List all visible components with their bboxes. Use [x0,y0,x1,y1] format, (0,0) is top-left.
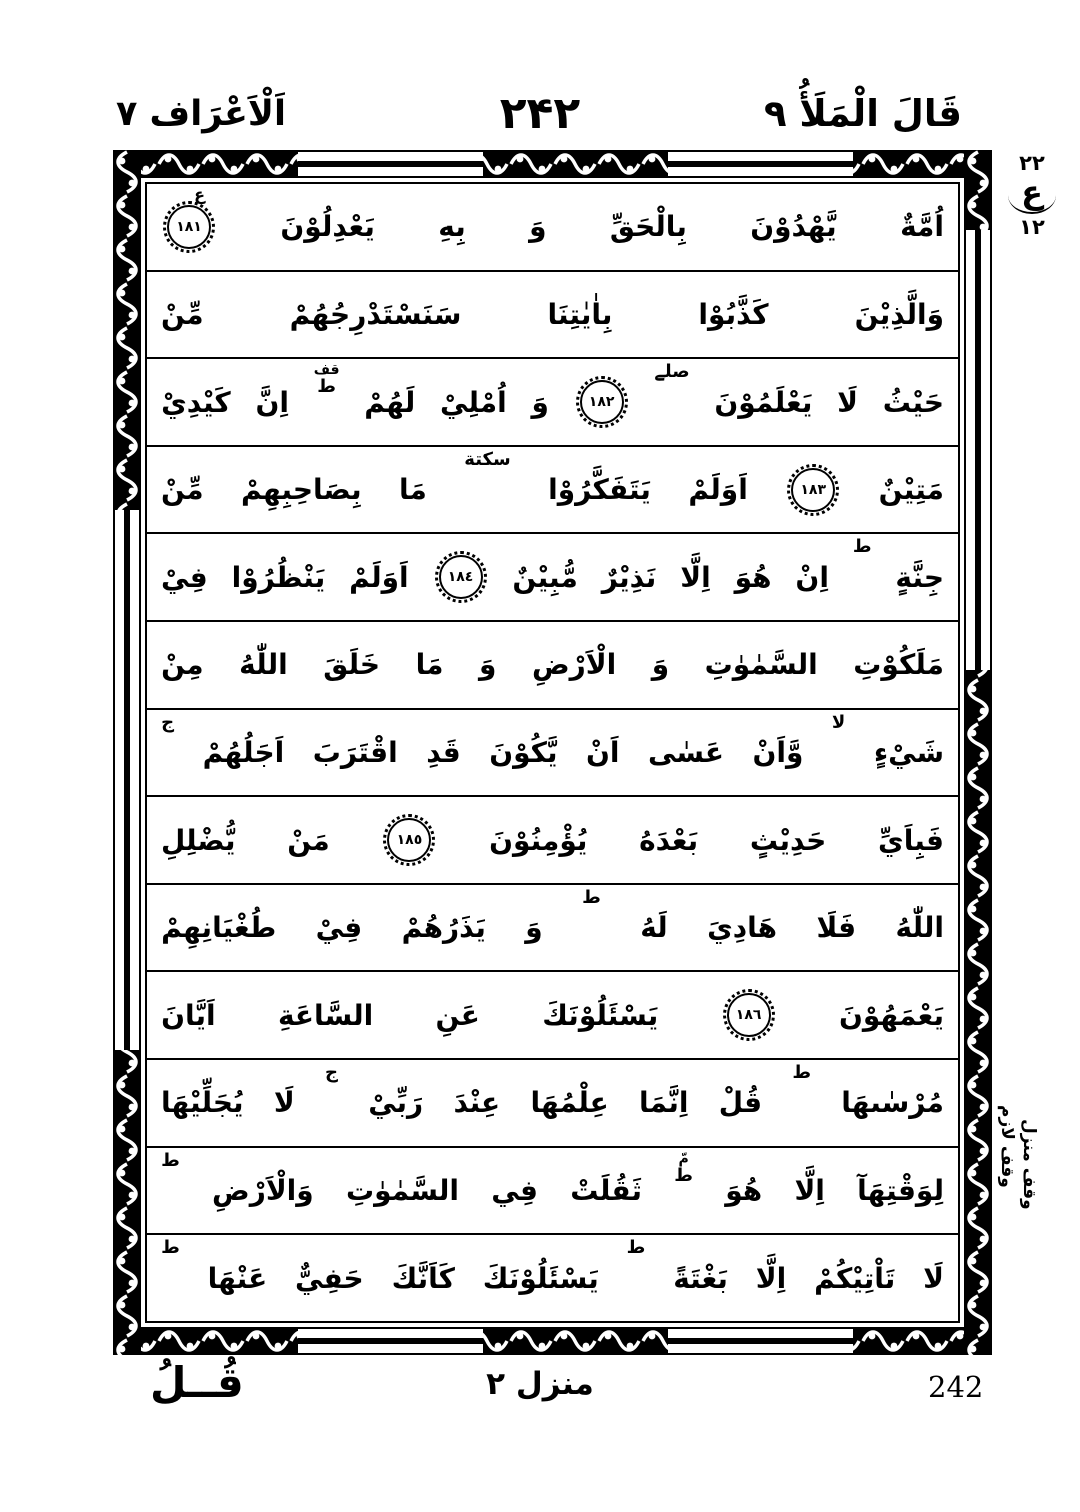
ruku-ain-symbol: ع [1008,176,1056,214]
waqf-note-manzil: وقف منزل [1019,1119,1039,1210]
ayah-end-marker: ١٨٤ [439,555,483,599]
frame-border-left [113,150,141,1355]
word: كَذَّبُوْا [698,297,769,331]
word: لَا [923,1261,944,1295]
pause-mark: ج [161,711,175,733]
pause-mark: ط [161,1149,180,1171]
pause-mark: ط [626,1237,646,1259]
quran-line [147,272,958,360]
quran-line [147,184,958,272]
word: لَهُمْ [364,385,416,419]
frame-border-bottom [113,1327,992,1355]
word: هُوَ [734,560,772,594]
word: جِنَّةٍ [895,560,944,594]
word: اِنَّ [255,385,289,419]
pause-mark: ج [324,1062,338,1084]
word: اُمْلِيْ [440,385,507,419]
word: اَنْ [585,735,620,769]
frame-border-right [964,150,992,1355]
word: مِنْ [161,648,204,682]
ayah-end-marker: ١٨٣ [791,468,835,512]
juz-title: قَالَ الْمَلَأُ ٩ [763,92,962,135]
word: وَالْاَرْضِ [212,1174,314,1207]
word: السَّمٰوٰتِ [345,1174,460,1207]
word: بِالْحَقِّ [609,210,687,244]
pause-mark: لا [831,711,846,733]
word: يَّكُوْنَ [489,735,558,769]
word: اِلَّا [794,1174,825,1207]
word: بِاٰيٰتِنَا [547,297,613,331]
word: حَفِيٌّ [295,1261,364,1295]
word: مُّبِيْنٌ [512,560,578,594]
word: وَ [529,210,547,244]
text-area [145,182,960,1323]
word: اُمَّةٌ [900,210,944,244]
word: بِصَاحِبِهِمْ [240,473,362,507]
word: يَعْدِلُوْنَ [280,210,375,244]
word: اِلَّا [755,1261,787,1295]
quran-line [147,797,958,885]
ruku-surah-count: ٢٢ [1019,151,1045,175]
ruku-marker [1000,152,1064,238]
pause-mark: صلے [654,361,690,383]
word: هُوَ [725,1174,763,1207]
word: بَغْتَةً [673,1261,728,1295]
pause-mark: قف ط [313,362,340,398]
word: السَّاعَةِ [277,998,374,1032]
word: وَ [531,385,549,419]
pause-mark: ط [852,536,872,558]
word: يَتَفَكَّرُوْا [548,473,651,507]
word: بِهِ [438,210,466,244]
word: هَادِيَ [707,911,778,945]
word: تَاْتِيْكُمْ [814,1261,896,1295]
ayah-end-marker: ١٨٦ [727,993,771,1037]
word: يَذَرُهُمْ [401,911,486,945]
word: حَدِيْثٍ [749,823,827,857]
word: حَيْثُ [882,385,944,419]
word: مَنْ [287,823,330,857]
pause-mark: ط [582,886,601,908]
quran-line [147,1235,958,1321]
word: مِّنْ [161,297,204,331]
word: وَّاَنْ [752,735,804,769]
word: اِنَّمَا [639,1086,689,1120]
word: وَ [525,911,543,945]
word: عَنْهَا [207,1261,268,1295]
word: وَالَّذِيْنَ [854,297,944,331]
waqf-note-lazim: وقف لازم [997,1105,1017,1188]
frame-border-top [113,150,992,178]
word: قُلْ [718,1086,763,1120]
quran-line [147,1060,958,1148]
page-number-arabic: ۲۴۲ [499,88,581,139]
waqf-margin-notes [997,1105,1039,1315]
word: فَبِاَيِّ [878,823,944,857]
quran-line [147,622,958,710]
word: لِوَقْتِهَآ [857,1174,944,1207]
quran-line [147,447,958,535]
word: مَا [415,648,444,682]
word: يَعْلَمُوْنَ [714,385,813,419]
word: مِّنْ [161,473,204,507]
ruku-para-count: ١٢ [1019,214,1045,239]
ornamental-frame [113,150,992,1355]
word: اَيَّانَ [161,998,216,1032]
quran-line [147,710,958,798]
word: يُؤْمِنُوْنَ [489,823,588,857]
word: ثَقُلَتْ [570,1174,642,1207]
word: اللّٰهُ [239,648,288,682]
word: شَيْءٍ [873,735,944,769]
quran-line [147,534,958,622]
quran-line [147,359,958,447]
word: اقْتَرَبَ [312,735,398,769]
word: عِنْدَ [453,1086,501,1120]
word: مُرْسٰىهَا [841,1086,944,1120]
pause-mark: ط [792,1062,812,1084]
word: فِيْ [315,911,363,945]
word: طُغْيَانِهِمْ [161,911,277,945]
word: اَجَلُهُمْ [202,735,285,769]
word: يَّهْدُوْنَ [750,210,837,244]
word: عِلْمُهَا [530,1086,609,1120]
word: يَنْظُرُوْا [231,560,326,594]
word: خَلَقَ [323,648,381,682]
word: السَّمٰوٰتِ [704,648,818,682]
pause-mark: سكتة [464,448,511,470]
word: بَعْدَهُ [639,823,699,857]
word: قَدِ [426,735,461,769]
manzil-label: منزل ٢ [486,1366,594,1402]
word: مَلَكُوْتِ [853,648,944,682]
word: فَلَا [816,911,857,945]
catchword-next-page: قُــلُ [150,1358,244,1407]
word: وَ [479,648,497,682]
ruku-ain-above-marker: ع [194,184,205,204]
word: يُجَلِّيْهَا [161,1086,244,1120]
word: اِنْ [795,560,829,594]
word: يَعْمَهُوْنَ [838,998,944,1032]
surah-title: اَلْاَعْرَاف ٧ [116,94,286,134]
word: اِلَّا [680,560,711,594]
word: عَنِ [435,998,480,1032]
page-number-bottom: 242 [928,1370,984,1404]
word: سَنَسْتَدْرِجُهُمْ [289,297,462,331]
word: فِيْ [161,560,208,594]
page-header [0,88,1080,150]
word: مَا [399,473,427,507]
word: فِي [491,1174,538,1207]
word: يَسْئَلُوْنَكَ [542,998,659,1032]
word: لَهُ [640,911,668,945]
word: كَاَنَّكَ [391,1261,455,1295]
pause-mark: ط [161,1237,180,1259]
quran-line [147,885,958,973]
word: لَا [837,385,858,419]
word: يَسْئَلُوْنَكَ [482,1261,599,1295]
ayah-end-marker: ١٨٥ [387,818,431,862]
pause-mark: مّ ط [674,1150,693,1186]
word: كَيْدِيْ [161,385,231,419]
quran-line [147,1148,958,1236]
word: مَتِيْنٌ [878,473,944,507]
word: لَا [273,1086,295,1120]
word: اَوَلَمْ [688,473,748,507]
ayah-end-marker: ١٨٢ [580,380,624,424]
page-footer [0,1358,1080,1418]
word: وَ [651,648,670,682]
word: اَوَلَمْ [349,560,409,594]
word: الْاَرْضِ [531,648,617,682]
ayah-end-marker: ١٨١ ع [167,205,211,249]
word: يُّضْلِلِ [161,823,236,857]
word: اللّٰهُ [895,911,944,945]
word: رَبِّيْ [368,1086,424,1120]
word: نَذِيْرٌ [601,560,657,594]
quran-line [147,972,958,1060]
word: عَسٰى [648,735,724,769]
